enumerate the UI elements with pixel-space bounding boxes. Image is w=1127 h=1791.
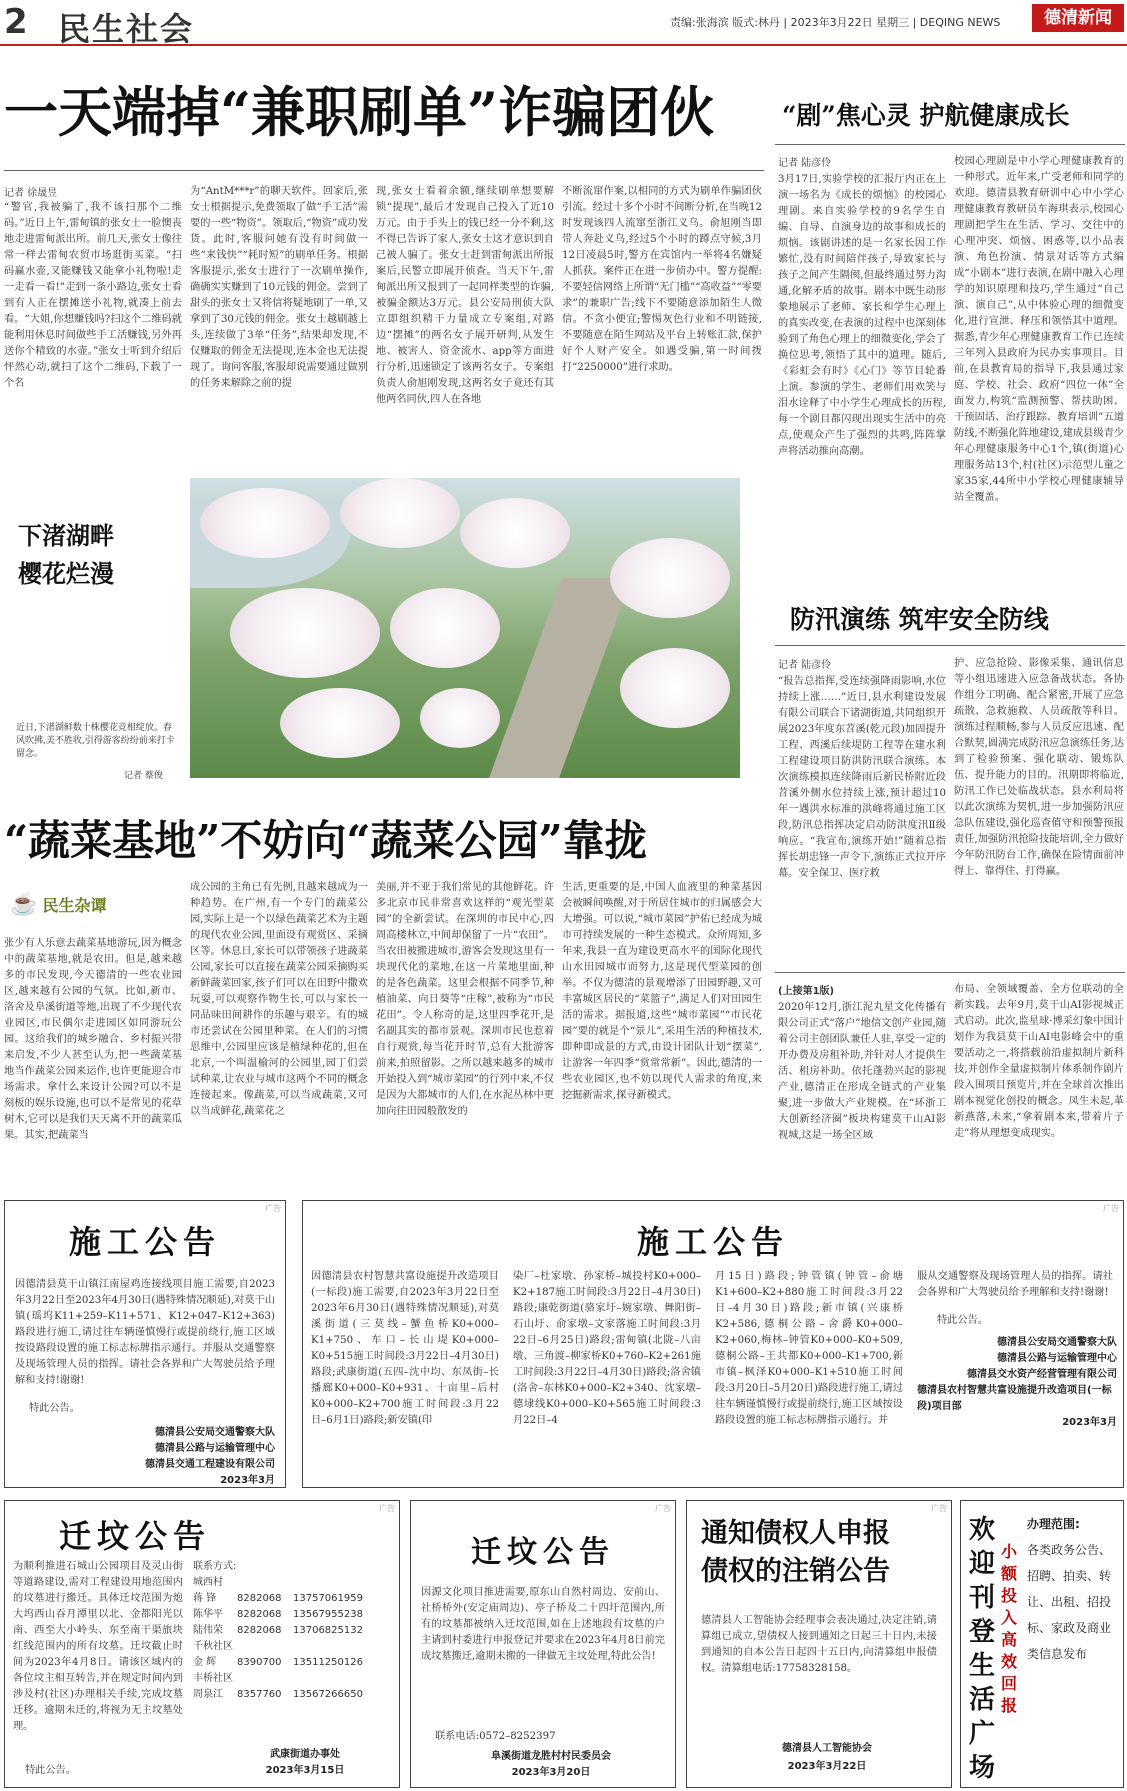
ad-main-text [967, 1513, 997, 1785]
ad-tag: 广告 [1103, 1204, 1119, 1213]
ad-tag: 广告 [265, 1204, 281, 1213]
notice-2-end: 特此公告。 [937, 1315, 988, 1326]
divider [4, 170, 764, 171]
flood-col-2: 护、应急抢险、影像采集、通讯信息等小组迅速进入应急备战状态。各协作组分工明确、配合紧密,开展了应急疏散、急救施救、人员疏散等科目。演练过程顺畅,参与人员反应迅速、配合默契,圆满完成防汛应急演练任务,达到了检验预案、强化联动、锻炼队伍、提升能力的目的。汛期即将临近,防汛工作已处临战状态。县水利局将以此次演练为契机,进一步加强防汛应急队伍建设,强化巡查值守和预警预报责任,加强防汛抢险技能培训,全力做好今年防汛防台工作,确保在险情面前冲得上、靠得住、打得赢。 [954, 658, 1124, 877]
contact-mobile: 13706825132 [293, 1625, 363, 1636]
construction-notice-2 [302, 1200, 1124, 1488]
resume-col-2: 布局、全领域覆盖、全方位联动的全新实践。去年9月,莫干山AI影视城正式启动。此次,监星球·博采幻象中国计划作为我县莫干山AI电影峰会中的重要活动之一,将搭载前沿虚拟制片新科技,并创作全量虚拟制片体系制作剧片段入围项目预览片,并在全球首次推出剧本视觉化创投的概念。凤生未起,革新燕落,未来,“拿着剧本来,带着片子走”将从理想变成现实。 [954, 984, 1124, 1139]
contact-row [193, 1639, 393, 1655]
main-col-4: 不断流窜作案,以相同的方式为刷单作骗团伙引流。经过十多个小时不间断分析,在当晚12时发现该四人流窜至浙江义乌。俞旭刚当即带人奔赴义乌,经过5个小时的蹲点守候,3月12日凌晨5时,警方在宾馆内一举将4名嫌疑人抓获。案件正在进一步侦办中。警方提醒:不要轻信网络上所谓“无门槛”“高收益”“零要求”的兼职广告;线下不要随意添加陌生人微信。不贪小便宜;警惕灰色行业和不明链接,不要随意在陌生网站及平台上转账汇款,保护好个人财产安全。如遇受骗,第一时间拨打“2250000”进行求助。 [562, 186, 762, 373]
teapot-icon: ☕ [10, 892, 38, 917]
drama-col-2: 校园心理剧是中小学心理健康教育的一种形式。近年来,广受老师和同学的欢迎。德清县教育研训中心中小学心理健康教育教研员车海琪表示,校园心理剧把学生在生活、学习、交往中的心理冲突、烦恼、困惑等,以小品表演、角色扮演、情景对话等方式编成“小剧本”进行表演,在剧中融入心理学的知识原理和技巧,学生通过“自己演、演自己”,从中体验心理的细微变化,进行宣泄、释压和领悟其中道理。据悉,青少年心理健康教育工作已连续三年列入县政府为民办实事项目。目前,在县教育局的指导下,我县通过家庭、学校、社会、政府“四位一体”全面发力,构筑“监测预警、帮扶助困、干预固话、治疗跟踪、教育培训”五道防线,不断强化阵地建设,建成县级青少年心理健康服务中心1个,镇(街道)心理服务站13个,村(社区)示范型儿童之家35家,44所中小学校心理健康辅导站全覆盖。 [954, 156, 1124, 503]
contact-mobile: 13567955238 [293, 1609, 363, 1620]
notice-date: 2023年3月 [1062, 1417, 1117, 1428]
veg-col-3: 美丽,并不亚于我们常见的其他鲜花。许多北京市民非常喜欢这样的“观光型菜园”的全新尝试。在深圳的市民中心,四周高楼林立,中间却保留了一片“农田”。当农田被搬进城市,游客会发现这里有一块现代化的菜地,在这一片菜地里面,种的是各色蔬菜。这里会根据不同季节,种植油菜、向日葵等“庄稼”,被称为“市民花田”。令人称奇的是,这里四季花开,是名副其实的都市景观。深圳市民也惹着自行观赏,每当花开时节,总有大批游客前来,拍照留影。之所以越来越多的城市开始投入到“城市菜园”的行列中来,不仅是因为大都城市的人们,在水泥丛林中更加向往田园般散发的 [376, 882, 554, 1117]
contact-tel: 8357760 [237, 1689, 282, 1700]
flood-byline: 记者 陆彦伶 [778, 660, 832, 671]
ad-char: 迎 [968, 1549, 995, 1579]
creditor-title-line-1: 通知债权人申报 [701, 1518, 890, 1549]
veg-headline: “蔬菜基地”不妨向“蔬菜公园”靠拢 [4, 816, 647, 865]
path-shape [478, 578, 632, 778]
photo-title-line-1: 下渚湖畔 [18, 521, 114, 550]
blossom-tree [230, 588, 380, 678]
notice-2-col-1: 因德清县农村智慧共富设施提升改造项目(一标段)施工需要,自2023年3月22日至2023年6月30日(遇特殊情况顺延),对莫溪街道(三莫线–蟹鱼桥K0+000–K1+750、车口–长山堤K0+000–K0+515施工时间段:3月22日–4月30日)路段;武康街道(五四–沈中均、东凤街–长播廊K0+000–K0+931、十亩里–后村K0+000–K2+700施工时间段:3月22日–6月1日)路段;新安镇(印 [311, 1271, 499, 1426]
divider [775, 645, 1125, 646]
relocation-2-phone: 联系电话:0572–8252397 [435, 1731, 556, 1742]
column-label-text: 民生杂谭 [42, 896, 107, 915]
contact-tel: 8282068 [237, 1625, 282, 1636]
photo-caption: 近日,下渚湖鲜数十株樱花竞相绽放。春风吹拂,美不胜收,引得游客纷纷前来打卡留念。 [16, 723, 175, 759]
ad-char: 刊 [968, 1583, 995, 1613]
photo-title-line-2: 樱花烂漫 [18, 559, 114, 588]
ad-char: 投 [1000, 1586, 1017, 1605]
cherry-blossom-photo [190, 478, 740, 778]
creditor-signer: 德清县人工智能协会 [782, 1743, 872, 1754]
ad-char: 场 [968, 1753, 995, 1783]
editor-line: 责编:张海滨 版式:林丹 | 2023年3月22日 星期三 | DEQING NEWS [670, 16, 1001, 29]
notice-2-col-2: 染厂–杜家墩、孙家桥–城投村K0+000–K2+187施工时间段:3月22日–4月30日)路段;康乾街道(骆家圩–婉家墩、舞阳街–石山圩、俞家墩–文家落施工时间段:3月22日–6月25日)路段;雷甸镇(北陇–八亩墩、三角渡–柳家桥K0+760–K2+261施工时间段:3月22日–4月30日)路段;洛舍镇(洛舍–东林K0+000–K2+340、沈家墩–德埭线K0+000–K0+565施工时间段:3月22日–4 [513, 1271, 701, 1426]
ad-box [960, 1500, 1124, 1788]
blossom-tree [280, 688, 400, 758]
contact-org: 丰桥社区 [193, 1673, 233, 1684]
contact-mobile: 13757061959 [293, 1593, 363, 1604]
signer: 德清县公路与运输管理中心 [155, 1443, 275, 1454]
section-title: 民生社会 [58, 10, 195, 48]
ad-scope-text: 各类政务公告、招聘、拍卖、转让、出租、招投标、家政及商业类信息发布 [1027, 1543, 1112, 1661]
ad-tag: 广告 [931, 1504, 947, 1513]
ad-char: 额 [1000, 1564, 1017, 1583]
notice-1-end: 特此公告。 [29, 1403, 80, 1414]
main-headline: 一天端掉“兼职刷单”诈骗团伙 [4, 80, 715, 144]
relocation-1-end: 特此公告。 [25, 1765, 76, 1776]
ad-char: 广 [968, 1719, 995, 1749]
contact-row [193, 1671, 393, 1687]
page-header [0, 0, 1127, 46]
relocation-2-date: 2023年3月20日 [511, 1767, 591, 1778]
signer: 德清县公安局交通警察大队 [997, 1337, 1117, 1348]
signer: 德清县交通工程建设有限公司 [145, 1459, 275, 1470]
relocation-notice-2 [410, 1500, 676, 1788]
main-byline: 记者 徐晟昱 [4, 188, 58, 199]
relocation-1-date: 2023年3月15日 [265, 1765, 345, 1776]
contact-org: 千秋社区 [193, 1641, 233, 1652]
veg-col-4: 生活,更重要的是,中国人血液里的种菜基因会被瞬间唤醒,对于所居住城市的归属感会大大增强。可以说,“城市菜园”护佑已经成为城市可持续发展的一种生态模式。众所周知,多年来,我县一直为建设更高水平的国际化现代山水田园城市而努力,这是现代型菜园的创举。不仅为德清的景观增添了田园野趣,又可丰富城区居民的“菜篮子”,满足人们对田园生活的需求。据报道,这些“城市菜园”“市民花园”要的就是个“景儿”,采用生活的种植技术,即种即成景的方式,由设计团队计划“摆菜”,让游客一年四季“赏常常新”。因此,德清的一些农业园区,也不妨以现代人需求的角度,来挖掘新需求,探寻新模式。 [562, 882, 762, 1101]
contact-row [193, 1687, 393, 1703]
ad-char: 欢 [968, 1515, 995, 1545]
notice-1-signers [5, 1425, 275, 1489]
contact-list [193, 1559, 393, 1703]
notice-2-col-4: 服从交通警察及现场管理人员的指挥。请社会各界和广大驾驶员给予理解和支持!谢谢! [917, 1271, 1113, 1298]
notice-1-body: 因德清县莫干山镇江南屋鸡连接线项目施工需要,自2023年3月22日至2023年4月30日(遇特殊情况顺延),对莫干山镇(瑶坞K11+259–K11+571、K12+047–K12+363)路段进行施工,请过往车辆谨慎慢行或提前绕行,施工区域按设路段设置的施工标志标牌指示通行。并服从交通警察及现场管理人员的指挥。请社会各界和广大驾驶员给予理解和支持!谢谢! [15, 1279, 275, 1386]
ad-scope [1027, 1511, 1115, 1667]
creditor-title-line-2: 债权的注销公告 [701, 1556, 890, 1587]
column-label [10, 892, 160, 930]
contact-row [193, 1655, 393, 1671]
blossom-tree [200, 488, 330, 558]
veg-col-1: 张少有人乐意去蔬菜基地游玩,因为概念中的蔬菜基地,就是农田。但是,越来越多的市民发现,今天德清的一些农业园区,越来越有公园的气氛。比如,新市、洛舍及阜溪街道等地,出现了不少现代农业园区,市民偶尔走进园区如同游玩公园。这给我们的城乡融合、乡村振兴带来启发,不少人甚至认为,把一些蔬菜基地当作蔬菜公园来运作,也许更能迎合市场需求。拿什么来设计公园?可以不是刻板的娱乐设施,也可以不是常见的花草树木,它可以是我们天天离不开的蔬菜瓜果。其实,把蔬菜当 [4, 938, 182, 1141]
newspaper-logo: 德清新闻 [1032, 4, 1124, 32]
ad-tag: 广告 [655, 1504, 671, 1513]
contact-org: 城西村 [193, 1577, 223, 1588]
contact-tel: 8390700 [237, 1657, 282, 1668]
signer: 德清县公路与运输管理中心 [997, 1353, 1117, 1364]
contact-row [193, 1575, 393, 1591]
photo-title [18, 520, 114, 590]
signer: 德清县公安局交通警察大队 [155, 1427, 275, 1438]
relocation-2-signer: 阜溪街道龙胜村村民委员会 [491, 1751, 611, 1762]
photo-credit: 记者 蔡俊 [124, 771, 163, 781]
notice-date: 2023年3月 [220, 1475, 275, 1486]
ad-char: 报 [1000, 1696, 1017, 1715]
main-col-2: 为“AntM***r”的聊天软件。回家后,张女士根据提示,免费领取了做“手工活”需要的一些“物资”。领取后,“物资”成功发货。此时,客服问她有没有时间做一些“来钱快”“耗时短”的刷单任务。根据客服提示,张女士进行了一次刷单操作,确确实实赚到了10元钱的佣金。尝到了甜头的张女士又将信将疑地刷了一单,又拿到了30元钱的佣金。张女士越刷越上头,连续做了3单“任务”,结果却发现,不仅赚取的佣金无法提现,连本金也无法提现了。询问客服,客服却说需要通过做别的任务来解除之前的提 [190, 186, 368, 389]
contact-row [193, 1607, 393, 1623]
creditor-date: 2023年3月22日 [787, 1761, 867, 1772]
divider [775, 144, 1125, 145]
ad-char: 生 [968, 1651, 995, 1681]
ad-char: 登 [968, 1617, 995, 1647]
creditor-body: 德清县人工智能协会经理事会表决通过,决定注销,请算组已成立,望债权人接到通知之日起三十日内,未接到通知的自本公告日起四十五日内,向清算组申报债权。清算组电话:17758328158。 [701, 1615, 937, 1674]
construction-notice-1 [4, 1200, 286, 1488]
flood-col-1: “报告总指挥,受连续强降雨影响,水位持续上涨……”近日,县水利建设发展有限公司联合下诸湖街道,共同组织开展2023年度东苕溪(乾元段)加固提升工程、西溪后续堤防工程等在建水利工程建设项目防洪防汛联合演练。本次演练模拟连续降雨后新民桥附近段苕溪外侧水位持续上涨,预计超过10年一遇洪水标准的洪峰将通过施工区段,防汛总指挥决定启动防洪度汛Ⅱ级响应。“我宣布,演练开始!”随着总指挥长胡忠锋一声令下,演练正式拉开序幕。安全保卫、医疗救 [778, 676, 946, 879]
main-col-1: “警官,我被骗了,我不该扫那个二维码。”近日上午,雷甸镇的张女士一脸懊丧地走进雷甸派出所。前几天,张女士像往常一样去雷甸农贸市场逛街买菜。“扫码赢水壶,又能赚钱又能拿小礼物啦!走一走看一看!”走到一条小路边,张女士看到有人正在摆摊送小礼物,就凑上前去看。“大姐,你想赚钱吗?扫这个二维码就能利用休息时间做些手工活赚钱,另外再送你个精致的水壶。”张女士听到介绍后怦然心动,就扫了这个二维码,下载了一个名 [4, 202, 182, 389]
blossom-tree [610, 538, 730, 618]
signer: 德清县交水资产经营管理有限公司 [967, 1369, 1117, 1380]
relocation-2-title: 迁坟公告 [471, 1535, 615, 1570]
relocation-notice-1 [4, 1500, 400, 1788]
contact-name: 周泉江 [193, 1689, 223, 1700]
blossom-tree [460, 498, 570, 568]
ad-sub-text [999, 1541, 1019, 1717]
contact-tel: 8282068 [237, 1593, 282, 1604]
ad-char: 入 [1000, 1608, 1017, 1627]
relocation-1-body: 为顺利推进石城山公园项目及灵山街等道路建设,需对工程建设用地范围内的坟墓进行搬迁。具体迁坟范围为炮大坞西山吞月潭里以北、金都阳光以南、西至大小岭头、东至南干渠旅块红线范围内的所有坟墓。迁坟截止时间为2023年4月8日。请该区域内的各位坟主相互转告,并在规定时间内到涉及村(社区)办理相关手续,完成坟墓迁移。逾期未迁的,将视为无主坟墓处理。 [13, 1561, 183, 1732]
contact-name: 金 辉 [193, 1657, 217, 1668]
divider [775, 972, 1125, 973]
notice-2-title: 施工公告 [636, 1223, 789, 1261]
ad-char: 效 [1000, 1652, 1017, 1671]
drama-headline: “剧”焦心灵 护航健康成长 [782, 101, 1070, 130]
ad-char: 小 [1000, 1542, 1017, 1561]
contact-row [193, 1623, 393, 1639]
blossom-tree [620, 648, 730, 728]
contact-row [193, 1591, 393, 1607]
ad-char: 回 [1000, 1674, 1017, 1693]
contacts-label: 联系方式: [193, 1561, 237, 1572]
blossom-tree [340, 478, 460, 548]
page-number: 2 [4, 2, 28, 42]
contact-name: 陈华平 [193, 1609, 223, 1620]
veg-col-2: 成公园的主角已有先例,且越来越成为一种趋势。在广州,有一个专门的蔬菜公园,实际上是一个以绿色蔬菜艺术为主题的现代农业公园,里面设有观赏区、采摘区等。休息日,家长可以带领孩子进蔬菜公园,家长可以直接在蔬菜公园采摘购买新鲜蔬菜回家,孩子们可以在田野中撒欢玩耍,可以观察作物生长,可以与家长一同品味田间耕作的乐趣与艰辛。有的城市还尝试在公园里种菜。在人们的习惯思维中,公园里应该是植绿种花的,但在北京,一个叫温榆河的公园里,园丁们尝试种菜,让农业与城市这两个不同的概念连接起来。像蔬菜,可以当成蔬菜,又可以当成鲜花,蔬菜花之 [190, 882, 368, 1117]
main-col-3: 现,张女士看着余额,继续刷单想要解锁“提现”,最后才发现自己投入了近10万元。由于手头上的钱已经一分不剩,这不得已告诉了家人,张女士这才意识到自己被人骗了。张女士赶到雷甸派出所报案后,民警立即展开侦查。当天下午,雷甸派出所又报到了一起同样类型的诈骗,被骗金额达3万元。县公安局刑侦大队立即组织精干力量成立专案组,对路边“摆摊”的两名女子展开研判,从发生地、被害人、资金流水、app等方面进行分析,迅速锁定了该两名女子。专案组负责人俞旭刚发现,这两名女子竟还有其他两名同伙,四人在各地 [376, 186, 554, 405]
drama-byline: 记者 陆彦伶 [778, 158, 832, 169]
contact-mobile: 13567266650 [293, 1689, 363, 1700]
flood-headline: 防汛演练 筑牢安全防线 [790, 605, 1049, 634]
contact-name: 陆伟荣 [193, 1625, 223, 1636]
continued-label: (上接第1版) [778, 986, 835, 997]
contact-mobile: 13511250126 [293, 1657, 363, 1668]
ad-char: 活 [968, 1685, 995, 1715]
signer: 德清县农村智慧共富设施提升改造项目(一标段)项目部 [917, 1385, 1112, 1412]
contact-tel: 8282068 [237, 1609, 282, 1620]
ad-char: 高 [1000, 1630, 1017, 1649]
ad-tag: 广告 [379, 1504, 395, 1513]
blossom-tree [420, 688, 500, 748]
notice-2-col-3: 月15日)路段;钟管镇(钟管–俞塘K1+600–K2+880施工时间段:3月22日–4月30日)路段;新市镇(兴康桥K2+586,德桐公路–舍爵K0+000–K2+060,梅林–钟管K0+000–K0+509,德桐公路–王共都K0+000–K1+700,新市镇–枫泽K0+000–K1+510施工时间段:3月20日–5月20日)路段进行施工,请过往车辆谨慎慢行或提前绕行,施工区域按设路段设置的施工标志标牌指示通行。并 [715, 1271, 903, 1426]
notice-2-signers [917, 1335, 1117, 1431]
relocation-1-signer: 武康街道办事处 [270, 1749, 340, 1760]
relocation-1-title: 迁坟公告 [58, 1517, 211, 1555]
creditor-notice [686, 1500, 952, 1788]
drama-col-1: 3月17日,实验学校的汇报厅内正在上演一场名为《成长的烦恼》的校园心理剧。来自实验学校的9名学生自编、自导、自演身边的故事和成长的烦恼。该剧讲述的是一名家长因工作繁忙,没有时间陪伴孩子,导致家长与孩子之间产生隔阂,但最终通过努力沟通,化解矛盾的故事。剧本中既生动形象地展示了老师、家长和学生心理上的真实改变,在表演的过程中也深刻体验到了角色心理上的细微变化,学会了换位思考,领悟了其中的道理。随后,《彩虹会有时》《心门》等节目轮番上演。参演的学生、老师们用欢笑与泪水诠释了中小学生心理成长的历程,每一个剧目都闪现出现实生活中的亮点,使观众产生了强烈的共鸣,阵阵掌声将活动推向高潮。 [778, 174, 946, 457]
resume-col-1: 2020年12月,浙江泥丸星文化传播有限公司正式“落户”地信文创产业园,随着公司主创团队兼任人驻,享受一定的开办费及房租补助,并针对人才提供生活、租房补助。依托蓬勃兴起的影视产业,德清正在形成全链式的产业集聚,进一步做大产业规模。在“环浙工大创新经济圈”板块构建莫干山AI影视城,这是一场全区域 [778, 1002, 946, 1141]
relocation-2-body: 因源文化项目推进需要,原东山自然村周边、安前山、社桥桥外(安定庙周边)、亭子桥及二十四圩范围内,所有的坟墓都被纳入迁坟范围,如在上述地段有坟墓的户主请到村委进行申报登记并要求在2023年4月8日前完成坟墓搬迁,逾期未搬的一律做无主坟处理,特此公告! [421, 1587, 665, 1662]
notice-1-title: 施工公告 [68, 1223, 221, 1261]
ad-scope-label: 办理范围: [1027, 1517, 1080, 1531]
creditor-title [701, 1515, 951, 1591]
contact-name: 蒋 锋 [193, 1593, 217, 1604]
blossom-tree [390, 588, 500, 668]
